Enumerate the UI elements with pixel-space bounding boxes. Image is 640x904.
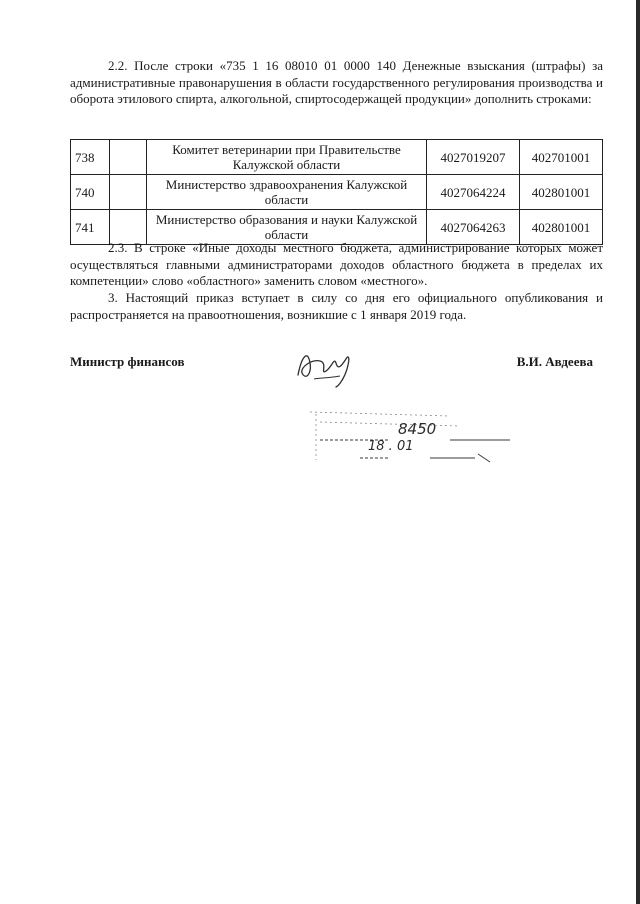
row-code: 740: [71, 175, 110, 210]
row-inn: 4027019207: [427, 140, 520, 175]
registration-date: 18 . 01: [368, 439, 414, 454]
row-inn: 4027064263: [427, 210, 520, 245]
table-row: [71, 140, 603, 175]
signer-title: Министр финансов: [70, 354, 185, 369]
scan-edge: [636, 0, 640, 904]
row-name: Министерство здравоохранения Калужской области: [147, 175, 427, 210]
section-2-2: 2.2. После строки «735 1 16 08010 01 0000 140 Денежные взыскания (штрафы) за административные правонарушения в области государственного регулирования производства и оборота этилового спирта, алкогольной, спиртосодержащей продукции» дополнить строками:: [70, 58, 603, 106]
registration-number: 8450: [398, 420, 437, 438]
additions-table: [70, 139, 603, 245]
table-row: [71, 175, 603, 210]
row-blank: [110, 140, 147, 175]
registration-stamp: [310, 410, 520, 470]
handwritten-signature: [290, 345, 360, 390]
section-3: 3. Настоящий приказ вступает в силу со дня его официального опубликования и распространяется на правоотношения, возникшие с 1 января 2019 года.: [70, 290, 603, 322]
row-kpp: 402801001: [520, 175, 603, 210]
row-name: Комитет ветеринарии при Правительстве Калужской области: [147, 140, 427, 175]
section-2-3: 2.3. В строке «Иные доходы местного бюджета, администрирование которых может осуществляться главными администраторами доходов областного бюджета в пределах их компетенции» слово «областного» заменить словом «местного».: [70, 240, 603, 288]
row-kpp: 402801001: [520, 210, 603, 245]
row-code: 741: [71, 210, 110, 245]
signer-name: В.И. Авдеева: [516, 354, 593, 369]
row-blank: [110, 175, 147, 210]
row-kpp: 402701001: [520, 140, 603, 175]
row-code: 738: [71, 140, 110, 175]
row-inn: 4027064224: [427, 175, 520, 210]
row-name: Министерство образования и науки Калужской области: [147, 210, 427, 245]
